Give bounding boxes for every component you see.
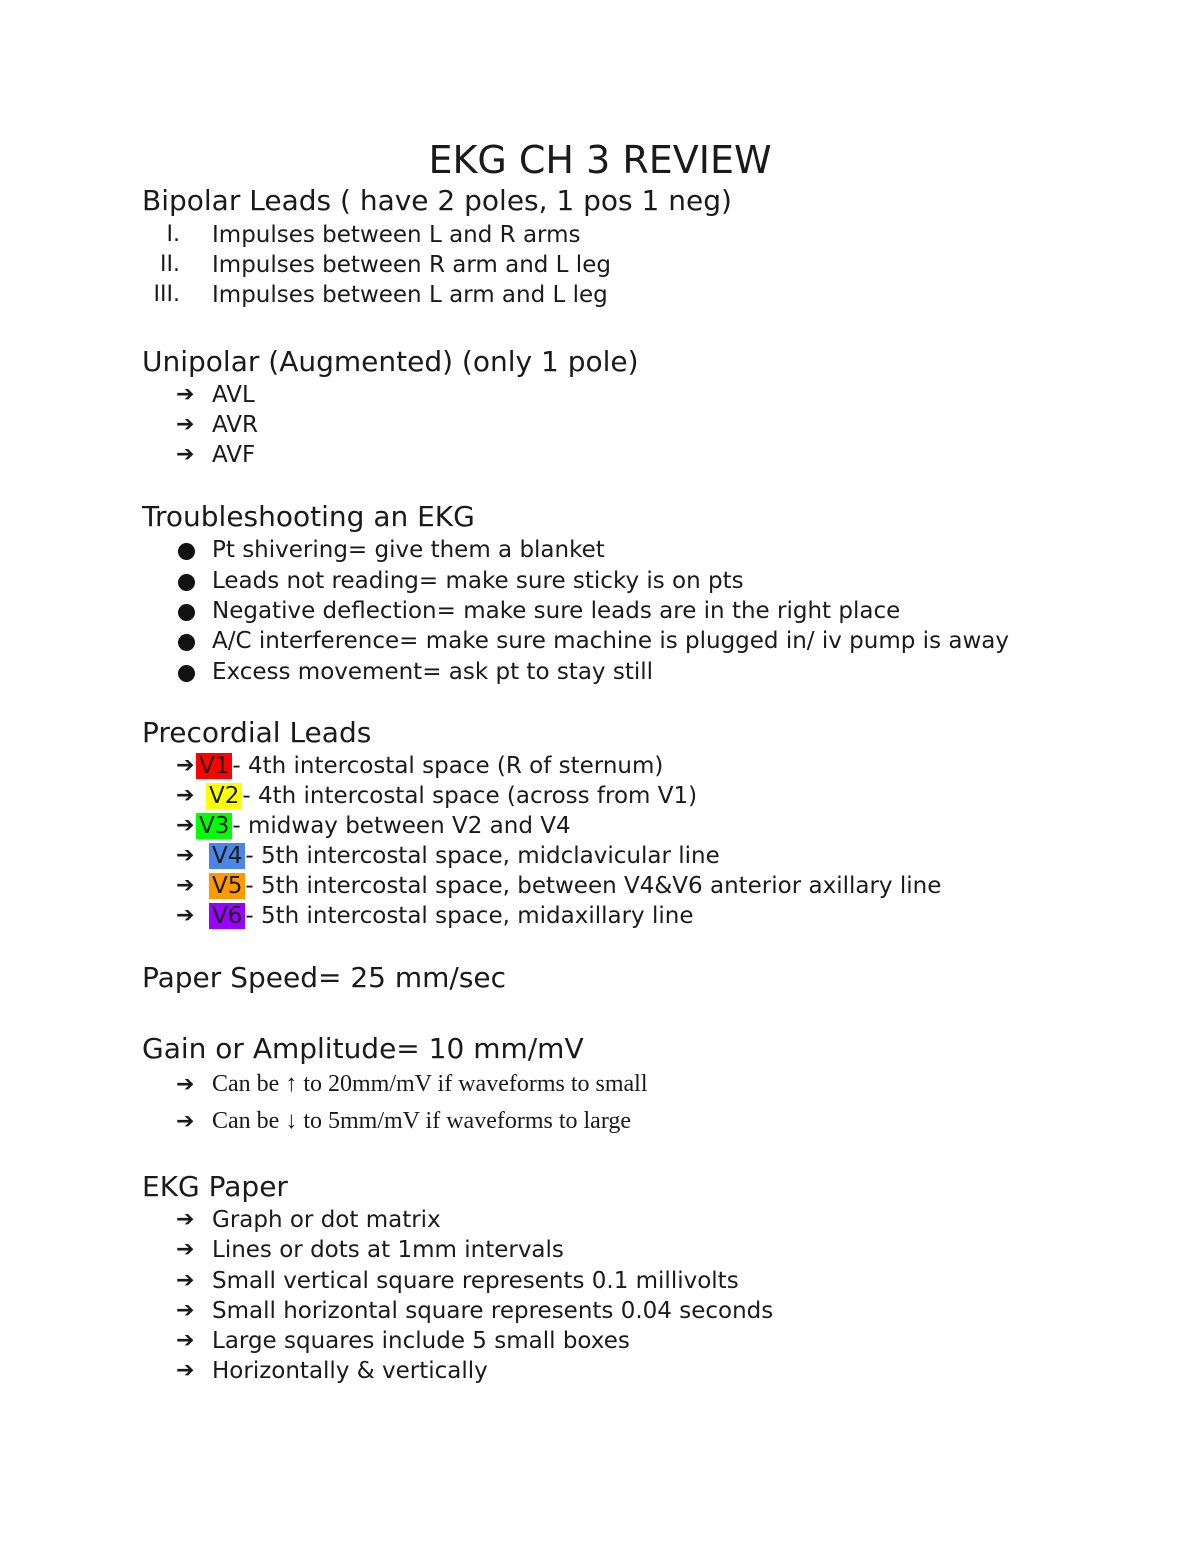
lead-description: - 4th intercostal space (across from V1) — [242, 783, 698, 809]
arrow-right-icon: ➔ — [176, 1237, 195, 1262]
arrow-right-icon: ➔ — [176, 813, 195, 838]
precordial-item — [209, 872, 941, 900]
lead-label: V1 — [196, 753, 232, 779]
lead-label: V2 — [206, 783, 242, 809]
precordial-item — [196, 812, 571, 840]
list-item: Pt shivering= give them a blanket — [212, 537, 605, 563]
precordial-item — [209, 842, 720, 870]
arrow-right-icon: ➔ — [176, 783, 195, 808]
arrow-right-icon: ➔ — [176, 412, 195, 437]
arrow-right-icon: ➔ — [176, 1072, 195, 1097]
list-item: Can be ↑ to 20mm/mV if waveforms to small — [212, 1071, 648, 1097]
precordial-item — [206, 782, 697, 810]
lead-label: V6 — [209, 903, 245, 929]
lead-label: V3 — [196, 813, 232, 839]
lead-label: V5 — [209, 873, 245, 899]
list-item: AVL — [212, 382, 255, 408]
arrow-right-icon: ➔ — [176, 382, 195, 407]
lead-description: - 5th intercostal space, midaxillary line — [245, 903, 694, 929]
unipolar-heading: Unipolar (Augmented) (only 1 pole) — [142, 345, 639, 378]
list-item: Leads not reading= make sure sticky is on pts — [212, 568, 744, 594]
troubleshooting-heading: Troubleshooting an EKG — [142, 500, 475, 533]
bullet-dot-icon — [178, 634, 195, 651]
precordial-heading: Precordial Leads — [142, 716, 372, 749]
arrow-right-icon: ➔ — [176, 1268, 195, 1293]
arrow-right-icon: ➔ — [176, 442, 195, 467]
gain-heading: Gain or Amplitude= 10 mm/mV — [142, 1032, 584, 1065]
lead-description: - 5th intercostal space, midclavicular line — [245, 843, 720, 869]
arrow-right-icon: ➔ — [176, 1109, 195, 1134]
arrow-right-icon: ➔ — [176, 1328, 195, 1353]
list-item: Graph or dot matrix — [212, 1207, 441, 1233]
bipolar-heading: Bipolar Leads ( have 2 poles, 1 pos 1 neg) — [142, 184, 732, 217]
lead-description: - midway between V2 and V4 — [232, 813, 571, 839]
list-item: Can be ↓ to 5mm/mV if waveforms to large — [212, 1108, 632, 1134]
list-item: Impulses between L and R arms — [212, 222, 581, 248]
ekg-paper-heading: EKG Paper — [142, 1170, 288, 1203]
arrow-right-icon: ➔ — [176, 753, 195, 778]
arrow-right-icon: ➔ — [176, 1298, 195, 1323]
list-item: Small vertical square represents 0.1 millivolts — [212, 1268, 739, 1294]
list-item: Large squares include 5 small boxes — [212, 1328, 630, 1354]
list-item: Small horizontal square represents 0.04 seconds — [212, 1298, 774, 1324]
precordial-item — [196, 752, 663, 780]
precordial-item — [209, 902, 693, 930]
list-item: A/C interference= make sure machine is plugged in/ iv pump is away — [212, 628, 1009, 654]
arrow-right-icon: ➔ — [176, 1358, 195, 1383]
bullet-dot-icon — [178, 574, 195, 591]
roman-numeral: I. — [166, 222, 180, 247]
bullet-dot-icon — [178, 665, 195, 682]
list-item: Impulses between L arm and L leg — [212, 282, 608, 308]
lead-description: - 5th intercostal space, between V4&V6 anterior axillary line — [245, 873, 942, 899]
lead-label: V4 — [209, 843, 245, 869]
lead-description: - 4th intercostal space (R of sternum) — [232, 753, 664, 779]
arrow-right-icon: ➔ — [176, 873, 195, 898]
list-item: AVR — [212, 412, 258, 438]
roman-numeral: III. — [153, 282, 180, 307]
paper-speed-heading: Paper Speed= 25 mm/sec — [142, 961, 507, 994]
bullet-dot-icon — [178, 543, 195, 560]
arrow-right-icon: ➔ — [176, 843, 195, 868]
list-item: AVF — [212, 442, 256, 468]
arrow-right-icon: ➔ — [176, 903, 195, 928]
page-title: EKG CH 3 REVIEW — [428, 138, 772, 182]
arrow-right-icon: ➔ — [176, 1207, 195, 1232]
list-item: Horizontally & vertically — [212, 1358, 488, 1384]
list-item: Impulses between R arm and L leg — [212, 252, 611, 278]
list-item: Lines or dots at 1mm intervals — [212, 1237, 564, 1263]
list-item: Excess movement= ask pt to stay still — [212, 659, 654, 685]
list-item: Negative deflection= make sure leads are in the right place — [212, 598, 901, 624]
roman-numeral: II. — [160, 252, 180, 277]
bullet-dot-icon — [178, 604, 195, 621]
